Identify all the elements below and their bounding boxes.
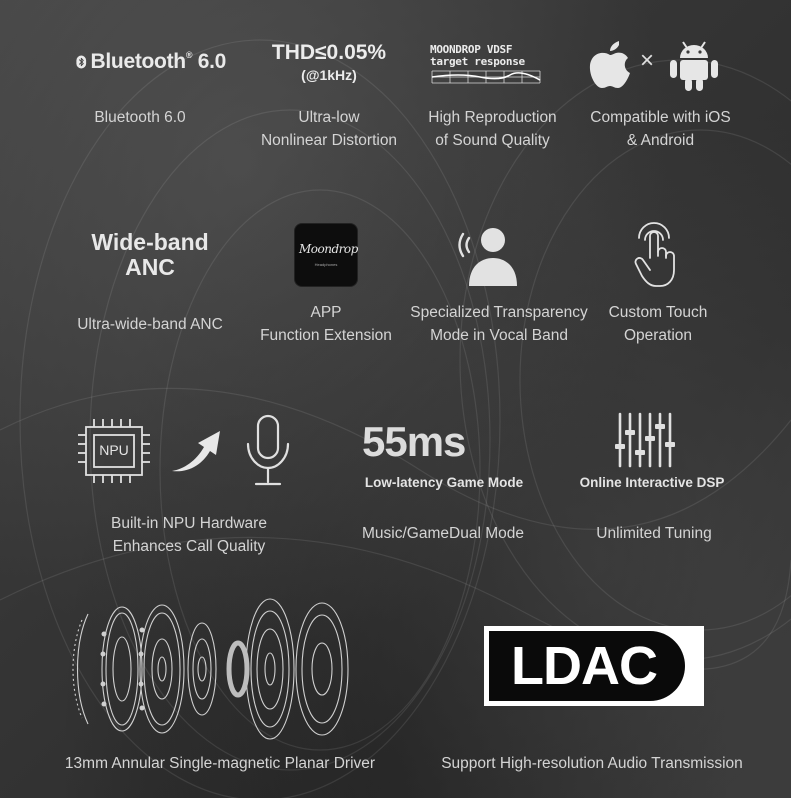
thd-caption: Ultra-low Nonlinear Distortion bbox=[260, 109, 398, 149]
latency-headline: 55ms bbox=[362, 418, 466, 465]
anc-caption: Ultra-wide-band ANC bbox=[77, 316, 223, 333]
ldac-logo-text: LDAC bbox=[511, 636, 657, 696]
exploded-driver-icon bbox=[70, 594, 370, 744]
frequency-response-icon bbox=[430, 69, 542, 85]
transparency-caption: Specialized Transparency Mode in Vocal Band bbox=[410, 304, 588, 344]
anc-title: Wide-band ANC bbox=[91, 229, 209, 280]
latency-subline: Low-latency Game Mode bbox=[364, 475, 524, 490]
vdsf-logo: MOONDROP VDSF target response bbox=[430, 44, 550, 88]
app-icon: Moondrop Headphones bbox=[295, 224, 357, 286]
vdsf-caption: High Reproduction of Sound Quality bbox=[428, 109, 557, 149]
bluetooth-caption: Bluetooth 6.0 bbox=[94, 109, 186, 126]
compat-caption: Compatible with iOS & Android bbox=[590, 109, 731, 149]
touch-caption: Custom Touch Operation bbox=[608, 304, 708, 344]
npu-caption: Built-in NPU Hardware Enhances Call Quality bbox=[111, 515, 267, 555]
compat-separator: × bbox=[640, 47, 655, 74]
bluetooth-logo-text: Bluetooth® 6.0 bbox=[90, 50, 226, 73]
bluetooth-icon bbox=[76, 45, 87, 79]
driver-caption: 13mm Annular Single-magnetic Planar Driver bbox=[64, 755, 376, 772]
ldac-caption: Support High-resolution Audio Transmission bbox=[441, 755, 743, 772]
thd-badge bbox=[254, 40, 404, 84]
dsp-subline: Online Interactive DSP bbox=[579, 475, 725, 490]
app-caption: APP Function Extension bbox=[260, 304, 392, 344]
thd-headline: THD≤0.05% bbox=[271, 41, 387, 64]
microphone-icon bbox=[240, 412, 296, 490]
apple-icon bbox=[586, 38, 634, 90]
latency-caption: Music/GameDual Mode bbox=[362, 525, 524, 542]
arrow-icon bbox=[170, 425, 226, 475]
npu-chip-label: NPU bbox=[99, 442, 129, 458]
android-icon bbox=[668, 38, 720, 92]
equalizer-icon bbox=[614, 410, 676, 470]
bluetooth-logo bbox=[76, 42, 226, 82]
ldac-logo bbox=[484, 626, 704, 706]
touch-hand-icon bbox=[628, 218, 686, 288]
person-voice-icon bbox=[455, 218, 525, 288]
thd-subline: (@1kHz) bbox=[301, 67, 357, 83]
dsp-caption: Unlimited Tuning bbox=[596, 525, 712, 542]
